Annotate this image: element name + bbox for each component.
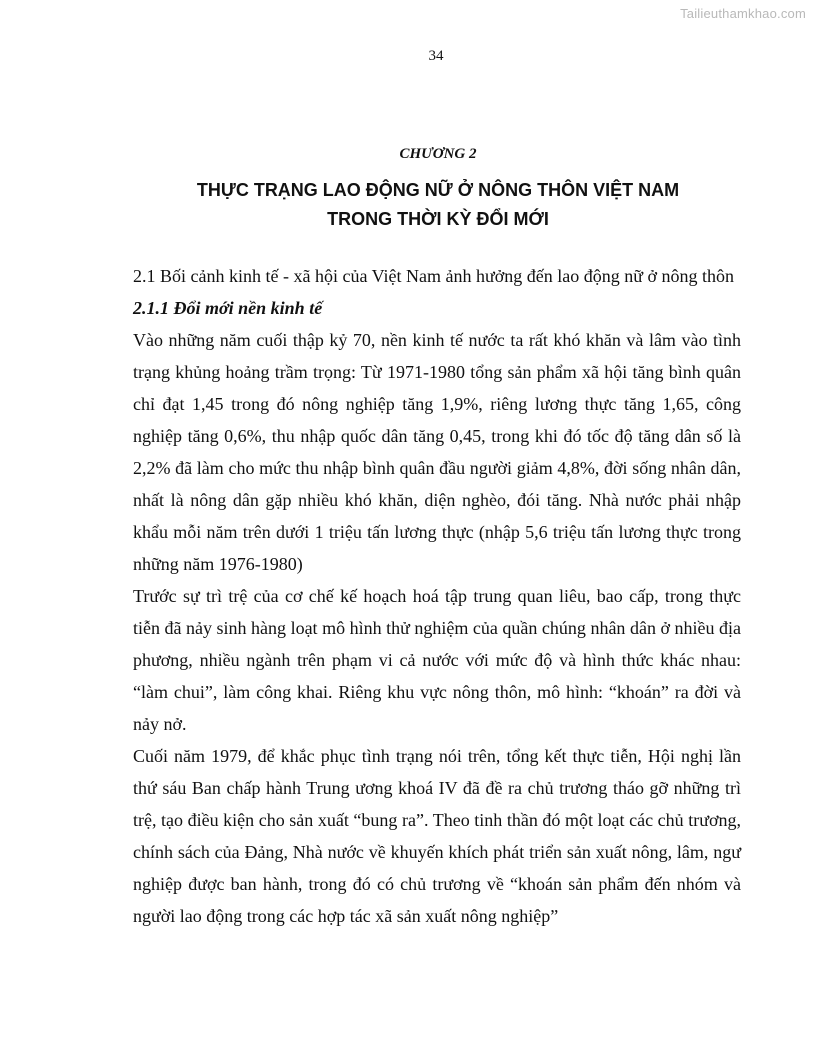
page-number: 34 [428,48,444,64]
chapter-label: CHƯƠNG 2 [399,146,477,162]
body-paragraph: Trước sự trì trệ của cơ chế kế hoạch hoá tập trung quan liêu, bao cấp, trong thực tiễn đã nảy sinh hàng loạt mô hình thử nghiệm của quần chúng nhân dân ở nhiều địa phương, nhiều ngành trên phạm vi cả nước với mức độ và hình thức khác nhau: “làm chui”, làm công khai. Riêng khu vực nông thôn, mô hình: “khoán” ra đời và nảy nở. [133,586,741,734]
page-body [133,260,741,932]
chapter-title-line-1: THỰC TRẠNG LAO ĐỘNG NỮ Ở NÔNG THÔN VIỆT NAM [196,180,680,200]
chapter-title [0,176,816,234]
subsection-heading: 2.1.1 Đổi mới nền kinh tế [133,298,323,318]
section-heading: 2.1 Bối cảnh kinh tế - xã hội của Việt Nam ảnh hưởng đến lao động nữ ở nông thôn [133,266,735,286]
body-paragraph: Vào những năm cuối thập kỷ 70, nền kinh tế nước ta rất khó khăn và lâm vào tình trạng khủng hoảng trầm trọng: Từ 1971-1980 tổng sản phẩm xã hội tăng bình quân chỉ đạt 1,45 trong đó nông nghiệp tăng 1,9%, riêng lương thực tăng 1,65, công nghiệp tăng 0,6%, thu nhập quốc dân tăng 0,45, trong khi đó tốc độ tăng dân số là 2,2% đã làm cho mức thu nhập bình quân đầu người giảm 4,8%, đời sống nhân dân, nhất là nông dân gặp nhiều khó khăn, diện nghèo, đói tăng. Nhà nước phải nhập khẩu mỗi năm trên dưới 1 triệu tấn lương thực (nhập 5,6 triệu tấn lương thực trong những năm 1976-1980) [133,330,741,574]
chapter-title-line-2: TRONG THỜI KỲ ĐỔI MỚI [327,209,549,229]
body-paragraph: Cuối năm 1979, để khắc phục tình trạng nói trên, tổng kết thực tiễn, Hội nghị lần thứ sáu Ban chấp hành Trung ương khoá IV đã đề ra chủ trương tháo gỡ những trì trệ, tạo điều kiện cho sản xuất “bung ra”. Theo tinh thần đó một loạt các chủ trương, chính sách của Đảng, Nhà nước về khuyến khích phát triển sản xuất nông, lâm, ngư nghiệp được ban hành, trong đó có chủ trương về “khoán sản phẩm đến nhóm và người lao động trong các hợp tác xã sản xuất nông nghiệp” [133,746,741,926]
watermark-text: Tailieuthamkhao.com [680,6,806,21]
